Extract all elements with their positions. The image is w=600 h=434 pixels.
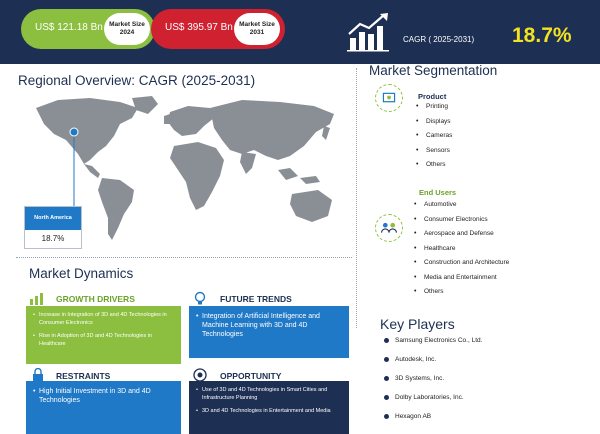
header-banner — [0, 0, 600, 64]
growth-driver-item: • Rise in Adoption of 3D and 4D Technologies in Healthcare — [33, 333, 174, 348]
market-size-2031-pill — [151, 9, 285, 49]
key-player-item: Autodesk, Inc. — [384, 356, 482, 375]
key-players-title: Key Players — [380, 316, 455, 332]
segmentation-title: Market Segmentation — [369, 63, 498, 78]
market-size-2031-badge: Market Size 2031 — [234, 13, 280, 45]
region-value: 18.7% — [41, 234, 65, 243]
region-north-america-card — [24, 206, 82, 249]
growth-drivers-box — [26, 306, 181, 364]
end-users-icon — [375, 214, 403, 242]
growth-drivers-label: GROWTH DRIVERS — [56, 294, 135, 304]
end-user-item: • Healthcare — [414, 245, 509, 260]
future-trends-box — [189, 306, 349, 358]
region-name: North America — [25, 207, 81, 230]
target-icon — [191, 368, 209, 382]
opportunity-item: • 3D and 4D Technologies in Entertainment and Media — [196, 408, 342, 416]
product-item: • Printing — [416, 103, 452, 118]
market-size-2024-badge: Market Size 2024 — [104, 13, 150, 45]
bar-chart-icon — [29, 291, 47, 305]
end-user-item: • Construction and Architecture — [414, 259, 509, 274]
future-trends-label: FUTURE TRENDS — [220, 294, 292, 304]
end-user-item: • Consumer Electronics — [414, 216, 509, 231]
key-players-list — [384, 337, 482, 432]
restraints-label: RESTRAINTS — [56, 371, 111, 381]
product-item: • Cameras — [416, 132, 452, 147]
product-heading: Product — [418, 92, 447, 101]
future-trend-item: • Integration of Artificial Intelligence and Machine Learning with 3D and 4D Technologies — [196, 312, 342, 339]
product-item: • Displays — [416, 118, 452, 133]
opportunity-label: OPPORTUNITY — [220, 371, 282, 381]
cagr-value: 18.7% — [512, 24, 572, 47]
end-user-item: • Others — [414, 288, 509, 303]
growth-chart-icon — [346, 12, 392, 52]
end-users-heading: End Users — [419, 188, 457, 197]
key-player-item: Dolby Laboratories, Inc. — [384, 394, 482, 413]
key-player-item: Samsung Electronics Co., Ltd. — [384, 337, 482, 356]
product-list — [416, 103, 452, 176]
growth-driver-item: • Increase in Integration of 3D and 4D Technologies in Consumer Electronics — [33, 312, 174, 327]
cagr-label: CAGR ( 2025-2031) — [403, 35, 475, 44]
end-user-item: • Media and Entertainment — [414, 274, 509, 289]
market-size-2024-value: US$ 121.18 Bn — [35, 22, 103, 33]
product-icon — [375, 84, 403, 112]
restraints-box — [26, 381, 181, 434]
bulb-icon — [191, 291, 209, 305]
product-item: • Sensors — [416, 147, 452, 162]
product-item: • Others — [416, 161, 452, 176]
column-divider — [356, 68, 357, 328]
market-size-2031-value: US$ 395.97 Bn — [165, 22, 233, 33]
market-size-2024-pill — [21, 9, 155, 49]
lock-icon — [29, 368, 47, 382]
opportunity-item: • Use of 3D and 4D Technologies in Smart Cities and Infrastructure Planning — [196, 387, 342, 402]
key-player-item: Hexagon AB — [384, 413, 482, 432]
end-user-item: • Automotive — [414, 201, 509, 216]
key-player-item: 3D Systems, Inc. — [384, 375, 482, 394]
end-user-item: • Aerospace and Defense — [414, 230, 509, 245]
section-divider — [16, 257, 352, 258]
end-users-list — [414, 201, 509, 303]
regional-title: Regional Overview: CAGR (2025-2031) — [18, 73, 256, 88]
opportunity-box — [189, 381, 349, 434]
restraint-item: • High Initial Investment in 3D and 4D Technologies — [33, 387, 174, 405]
dynamics-title: Market Dynamics — [29, 266, 134, 281]
